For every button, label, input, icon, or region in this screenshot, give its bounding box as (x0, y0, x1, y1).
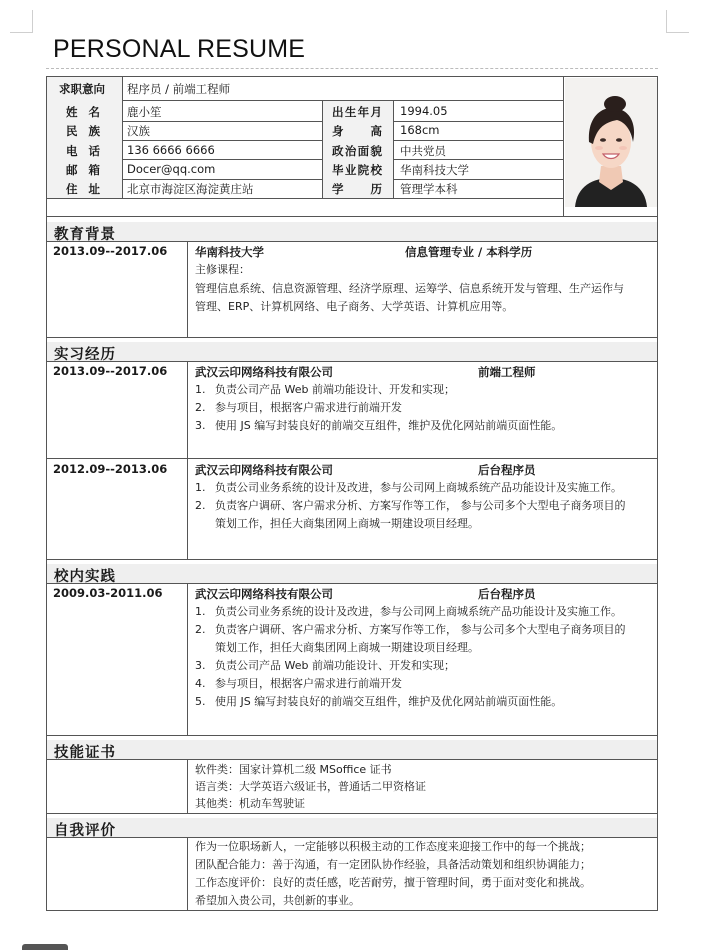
address-label: 住址 (66, 182, 100, 196)
table-line (122, 77, 123, 198)
section-title: 校内实践 (54, 569, 116, 585)
ethnicity-value: 汉族 (127, 124, 150, 138)
email-label: 邮箱 (66, 163, 100, 177)
school-label: 毕业院校 (332, 163, 382, 177)
table-line (187, 583, 188, 735)
campus-date: 2009.03-2011.06 (53, 586, 163, 600)
self-eval-line: 希望加入贵公司，共创新的事业。 (195, 894, 360, 907)
table-line (47, 159, 564, 160)
self-eval-line: 作为一位职场新人，一定能够以积极主动的工作态度来迎接工作中的每一个挑战； (195, 840, 591, 853)
section-title: 技能证书 (54, 745, 116, 761)
height-label: 身高 (332, 124, 382, 138)
table-line (563, 77, 564, 216)
politics-label: 政治面貌 (332, 144, 382, 158)
section-header-internship (47, 342, 657, 362)
table-line (47, 759, 657, 760)
table-line (47, 559, 657, 560)
courses-label: 主修课程： (195, 263, 250, 276)
title-divider (46, 68, 658, 69)
self-eval-line: 工作态度评价：良好的责任感，吃苦耐劳，擅于管理时间，勇于面对变化和挑战。 (195, 876, 591, 889)
table-line (187, 837, 188, 910)
education-date: 2013.09--2017.06 (53, 244, 168, 258)
name-value: 鹿小笙 (127, 105, 162, 119)
table-line (47, 458, 657, 459)
name-label: 姓名 (66, 105, 100, 119)
table-line (47, 198, 564, 199)
self-eval-line: 团队配合能力：善于沟通，有一定团队协作经验，具备活动策划和组织协调能力； (195, 858, 591, 871)
objective-value: 程序员 / 前端工程师 (127, 82, 231, 96)
profile-photo (565, 78, 657, 207)
table-line (187, 759, 188, 813)
table-line (47, 121, 564, 122)
courses-line: 管理、ERP、计算机网络、电子商务、大学英语、计算机应用等。 (195, 300, 514, 313)
address-value: 北京市海淀区海淀黄庄站 (127, 182, 254, 196)
campus-role: 后台程序员 (478, 587, 536, 601)
table-line (47, 100, 564, 101)
internship-date: 2012.09--2013.06 (53, 462, 168, 476)
page-corner-mark (10, 10, 33, 33)
internship-company: 武汉云印网络科技有限公司 (195, 463, 333, 477)
table-line (47, 241, 657, 242)
education-school: 华南科技大学 (195, 245, 264, 259)
height-value: 168cm (400, 123, 440, 137)
section-header-education (47, 222, 657, 242)
school-value: 华南科技大学 (400, 163, 469, 177)
scroll-tab (22, 944, 68, 950)
birth-label: 出生年月 (332, 105, 382, 119)
birth-value: 1994.05 (400, 104, 448, 118)
skill-line: 软件类：国家计算机二级 MSoffice 证书 (195, 763, 392, 776)
politics-value: 中共党员 (400, 144, 446, 158)
internship-role: 前端工程师 (478, 365, 536, 379)
internship-role: 后台程序员 (478, 463, 536, 477)
education-major: 信息管理专业 / 本科学历 (405, 245, 533, 259)
table-line (47, 179, 564, 180)
skill-line: 其他类：机动车驾驶证 (195, 797, 305, 810)
table-line (47, 337, 657, 338)
internship-date: 2013.09--2017.06 (53, 364, 168, 378)
internship-company: 武汉云印网络科技有限公司 (195, 365, 333, 379)
table-line (47, 583, 657, 584)
section-header-skills (47, 740, 657, 760)
section-header-campus (47, 564, 657, 584)
table-line (393, 101, 394, 198)
objective-label: 求职意向 (59, 82, 105, 96)
table-line (47, 361, 657, 362)
section-title: 实习经历 (54, 347, 116, 363)
table-line (47, 735, 657, 736)
page-corner-mark (666, 10, 689, 33)
table-line (47, 216, 657, 217)
ethnicity-label: 民族 (66, 124, 100, 138)
table-line (47, 813, 657, 814)
degree-value: 管理学本科 (400, 182, 458, 196)
section-header-self (47, 818, 657, 838)
section-title: 教育背景 (54, 227, 116, 243)
table-line (187, 241, 188, 337)
table-line (187, 361, 188, 559)
campus-company: 武汉云印网络科技有限公司 (195, 587, 333, 601)
phone-label: 电话 (66, 144, 100, 158)
email-value: Docer@qq.com (127, 162, 216, 176)
degree-label: 学历 (332, 182, 382, 196)
skill-line: 语言类：大学英语六级证书，普通话二甲资格证 (195, 780, 426, 793)
table-line (47, 140, 564, 141)
courses-line: 管理信息系统、信息资源管理、经济学原理、运筹学、信息系统开发与管理、生产运作与 (195, 282, 624, 295)
phone-value: 136 6666 6666 (127, 143, 215, 157)
section-title: 自我评价 (54, 823, 116, 839)
page-title: PERSONAL RESUME (53, 35, 306, 63)
